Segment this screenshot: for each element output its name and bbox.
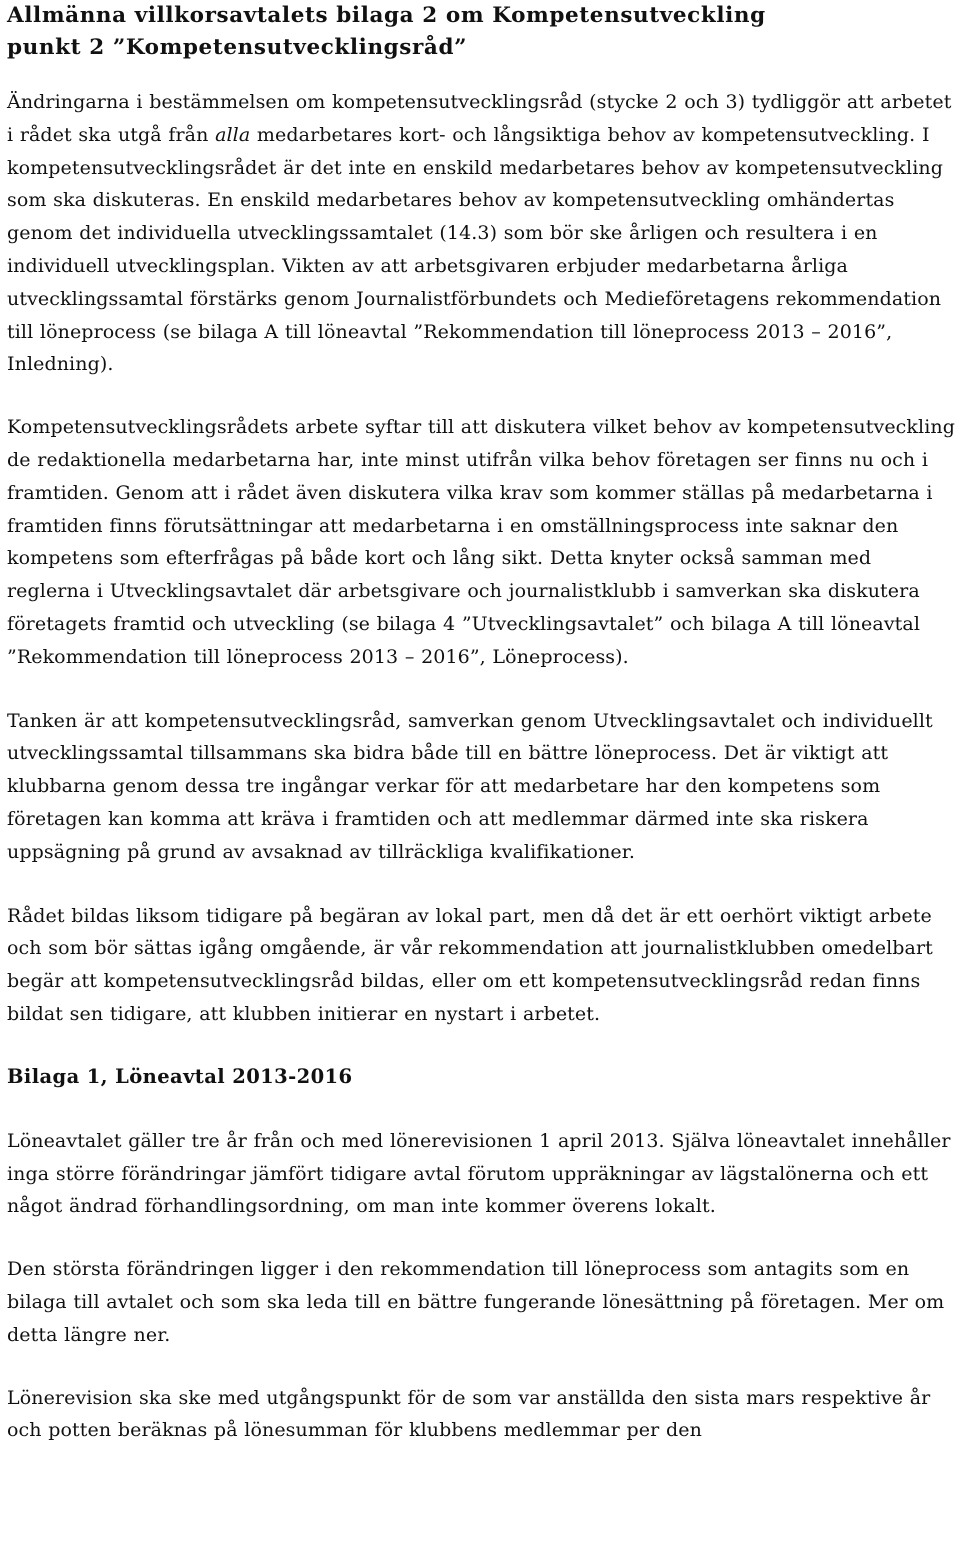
paragraph-competence-council-changes (7, 86, 957, 381)
heading-line-1: Allmänna villkorsavtalets bilaga 2 om Kompetensutveckling (7, 3, 766, 28)
paragraph-wage-revision: Lönerevision ska ske med utgångspunkt för de som var anställda den sista mars respektive år och potten beräknas på lönesumman för klubbens medlemmar per den (7, 1386, 931, 1442)
paragraph-council-formation: Rådet bildas liksom tidigare på begäran av lokal part, men då det är ett oerhört viktigt arbete och som bör sättas igång omgående, är vår rekommendation att journalistklubben omedelbart begär att kompetensutvecklingsråd bildas, eller om ett kompetensutvecklingsråd redan finns bildat sen tidigare, att klubben initierar en nystart i arbetet. (7, 904, 933, 1025)
paragraph-text: Ändringarna i bestämmelsen om kompetensutvecklingsråd (stycke 2 och 3) tydliggör att arbetet i rådet ska utgå från (7, 91, 952, 146)
section-heading (7, 0, 957, 64)
emphasis-alla: alla (215, 123, 251, 146)
paragraph-largest-change: Den största förändringen ligger i den rekommendation till löneprocess som antagits som en bilaga till avtalet och som ska leda till en bättre fungerande lönesättning på företagen. Mer om detta längre ner. (7, 1258, 945, 1346)
paragraph-council-purpose: Kompetensutvecklingsrådets arbete syftar till att diskutera vilket behov av kompetensutveckling de redaktionella medarbetarna har, inte minst utifrån vilka behov företagen ser finns nu och i framtiden. Genom att i rådet även diskutera vilka krav som kommer ställas på medarbetarna i framtiden finns förutsättningar att medarbetarna i en omställningsprocess inte saknar den kompetens som efterfrågas på både kort och lång sikt. Detta knyter också samman med reglerna i Utvecklingsavtalet där arbetsgivare och journalistklubb i samverkan ska diskutera företagets framtid och utveckling (se bilaga 4 ”Utvecklingsavtalet” och bilaga A till löneavtal ”Rekommendation till löneprocess 2013 – 2016”, Löneprocess). (7, 416, 955, 668)
appendix-heading: Bilaga 1, Löneavtal 2013-2016 (7, 1064, 353, 1088)
paragraph-text: medarbetares kort- och långsiktiga behov av kompetensutveckling. I kompetensutvecklingsrådet är det inte en enskild medarbetares behov av kompetensutveckling som ska diskuteras. En enskild medarbetares behov av kompetensutveckling omhändertas genom det individuella utvecklingssamtalet (14.3) som bör ske årligen och resultera i en individuell utvecklingsplan. Vikten av att arbetsgivaren erbjuder medarbetarna årliga utvecklingssamtal förstärks genom Journalistförbundets och Medieföretagens rekommendation till löneprocess (se bilaga A till löneavtal ”Rekommendation till löneprocess 2013 – 2016”, Inledning). (7, 123, 944, 376)
document-page (7, 0, 957, 1447)
heading-line-2: punkt 2 ”Kompetensutvecklingsråd” (7, 35, 468, 60)
paragraph-three-channels: Tanken är att kompetensutvecklingsråd, samverkan genom Utvecklingsavtalet och individuellt utvecklingssamtal tillsammans ska bidra både till en bättre löneprocess. Det är viktigt att klubbarna genom dessa tre ingångar verkar för att medarbetare har den kompetens som företagen kan komma att kräva i framtiden och att medlemmar därmed inte ska riskera uppsägning på grund av avsaknad av tillräckliga kvalifikationer. (7, 709, 933, 863)
paragraph-wage-agreement: Löneavtalet gäller tre år från och med lönerevisionen 1 april 2013. Själva löneavtalet innehåller inga större förändringar jämfört tidigare avtal förutom uppräkningar av lägstalönerna och ett något ändrad förhandlingsordning, om man inte kommer överens lokalt. (7, 1129, 951, 1218)
